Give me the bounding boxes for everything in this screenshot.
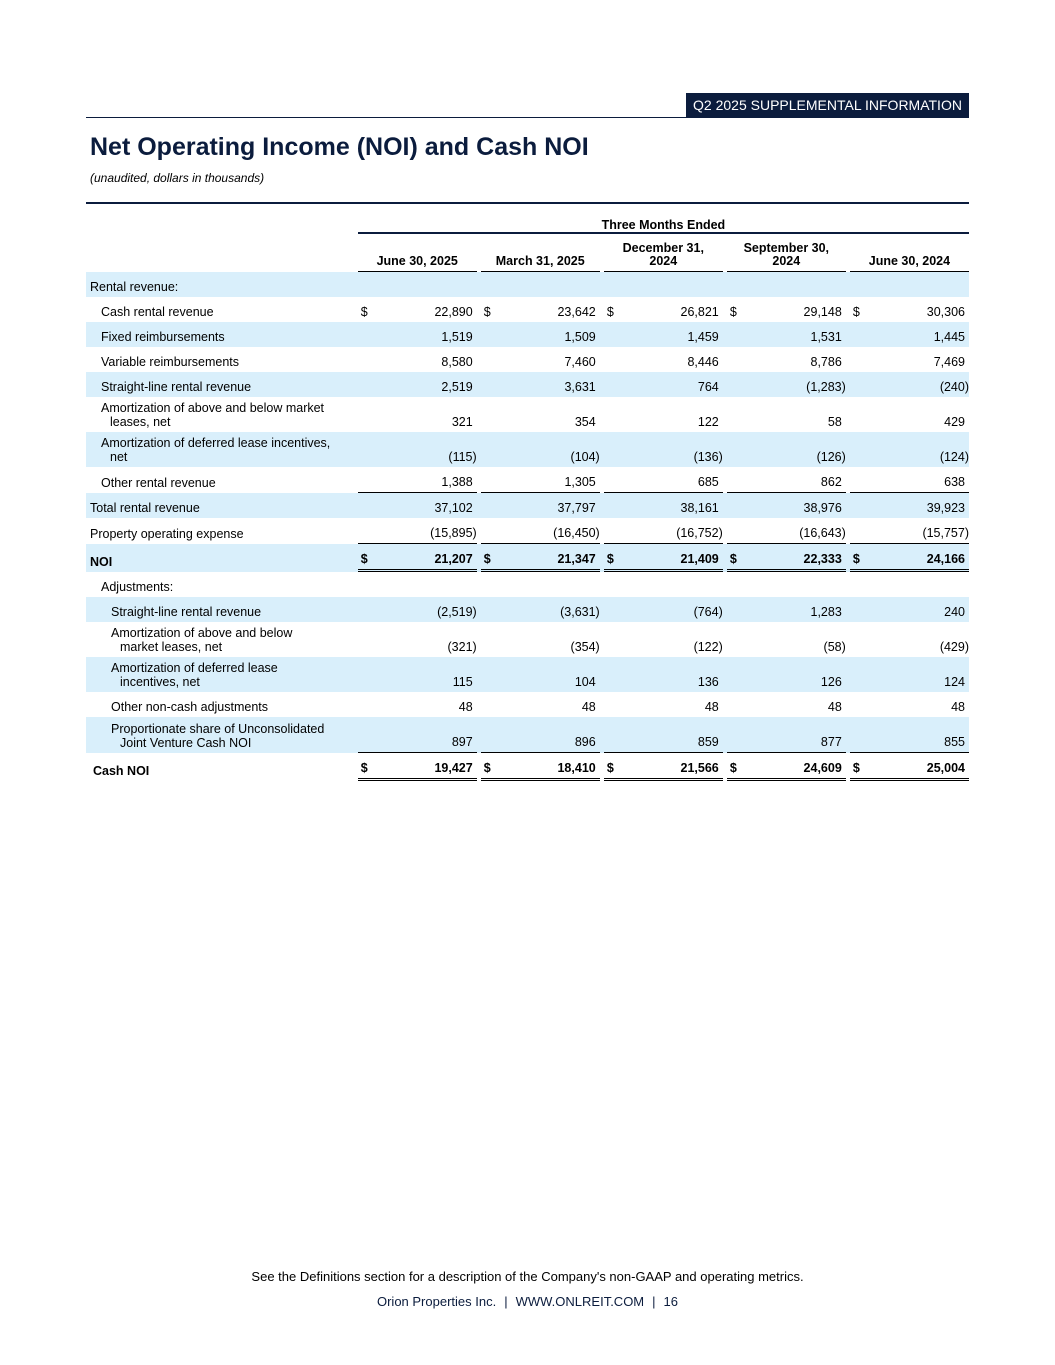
currency-symbol: $ xyxy=(360,305,368,319)
currency-symbol: $ xyxy=(850,544,864,572)
group-header: Three Months Ended xyxy=(358,212,969,234)
table-row: Amortization of above and below market leases, net (321) (354) (122) (58) (429) xyxy=(86,622,969,657)
column-header: June 30, 2025 xyxy=(358,234,477,272)
currency-symbol: $ xyxy=(729,305,737,319)
page-footer: Orion Properties Inc. | WWW.ONLREIT.COM | 16 xyxy=(376,1294,678,1309)
row-label: Amortization of deferred lease incentives, net xyxy=(86,657,358,692)
row-label: Other rental revenue xyxy=(101,476,216,490)
currency-symbol: $ xyxy=(850,753,864,781)
noi-table xyxy=(86,212,969,781)
table-row: Cash rental revenue $ 22,890 $ 23,642 $ 26,821 $ 29,148 $ 30,306 xyxy=(86,297,969,322)
table-row: Cash NOI $ 19,427 $ 18,410 $ 21,566 $ 24,609 $ 25,004 xyxy=(86,753,969,781)
table-row: Proportionate share of Unconsolidated Joint Venture Cash NOI 897 896 859 877 855 xyxy=(86,717,969,753)
column-header: June 30, 2024 xyxy=(850,234,969,272)
currency-symbol: $ xyxy=(604,753,618,781)
row-label: Amortization of above and below market leases, net xyxy=(111,626,293,654)
table-row: NOI $ 21,207 $ 21,347 $ 21,409 $ 22,333 $ 24,166 xyxy=(86,544,969,572)
currency-symbol: $ xyxy=(358,544,372,572)
table-row xyxy=(86,572,969,597)
footnote: See the Definitions section for a description of the Company's non-GAAP and operating metrics. xyxy=(251,1269,804,1284)
row-label: Cash rental revenue xyxy=(101,305,214,319)
currency-symbol: $ xyxy=(481,753,495,781)
table-row: Property operating expense (15,895) (16,450) (16,752) (16,643) (15,757) xyxy=(86,518,969,544)
table-row xyxy=(86,272,969,297)
row-label: Straight-line rental revenue xyxy=(86,372,358,397)
column-header: March 31, 2025 xyxy=(481,234,600,272)
row-label: Fixed reimbursements xyxy=(86,322,358,347)
column-header: December 31, 2024 xyxy=(604,234,723,272)
row-label: Rental revenue: xyxy=(86,272,358,297)
page-number: 16 xyxy=(663,1294,678,1309)
row-label: Amortization of above and below market leases, net xyxy=(101,401,325,429)
currency-symbol: $ xyxy=(606,305,614,319)
table-row: Variable reimbursements 8,580 7,460 8,446 8,786 7,469 xyxy=(86,347,969,372)
row-label: Other non-cash adjustments xyxy=(111,700,269,714)
table-row: Other rental revenue 1,388 1,305 685 862 638 xyxy=(86,467,969,493)
header-rule xyxy=(86,117,686,118)
table-row: Amortization of deferred lease incentives, net 115 104 136 126 124 xyxy=(86,657,969,692)
row-label: Straight-line rental revenue xyxy=(86,597,358,622)
row-label: NOI xyxy=(86,544,358,572)
row-label: Variable reimbursements xyxy=(101,355,240,369)
table-top-rule xyxy=(86,202,969,204)
currency-symbol: $ xyxy=(852,305,860,319)
table-row: Fixed reimbursements 1,519 1,509 1,459 1,531 1,445 xyxy=(86,322,969,347)
currency-symbol: $ xyxy=(727,753,741,781)
currency-symbol: $ xyxy=(358,753,372,781)
header-banner: Q2 2025 SUPPLEMENTAL INFORMATION xyxy=(686,93,969,118)
table-row: Amortization of above and below market leases, net 321 354 122 58 429 xyxy=(86,397,969,432)
currency-symbol: $ xyxy=(727,544,741,572)
row-label: Total rental revenue xyxy=(86,493,358,518)
row-label: Cash NOI xyxy=(93,764,150,778)
currency-symbol: $ xyxy=(604,544,618,572)
row-label: Proportionate share of Unconsolidated Joint Venture Cash NOI xyxy=(86,717,358,753)
page-title: Net Operating Income (NOI) and Cash NOI xyxy=(90,133,589,161)
row-label: Amortization of deferred lease incentives, net xyxy=(86,432,358,467)
column-header: September 30, 2024 xyxy=(727,234,846,272)
table-row: Straight-line rental revenue (2,519) (3,631) (764) 1,283 240 xyxy=(86,597,969,622)
website-link[interactable]: WWW.ONLREIT.COM xyxy=(515,1294,645,1309)
row-label: Adjustments: xyxy=(101,580,174,594)
table-row: Amortization of deferred lease incentives, net (115) (104) (136) (126) (124) xyxy=(86,432,969,467)
table-row: Total rental revenue 37,102 37,797 38,161 38,976 39,923 xyxy=(86,493,969,518)
currency-symbol: $ xyxy=(481,544,495,572)
table-row: Other non-cash adjustments 48 48 48 48 48 xyxy=(86,692,969,717)
page-subtitle: (unaudited, dollars in thousands) xyxy=(90,171,265,185)
table-row: Straight-line rental revenue 2,519 3,631 764 (1,283) (240) xyxy=(86,372,969,397)
row-label: Property operating expense xyxy=(90,527,244,541)
company-name: Orion Properties Inc. xyxy=(376,1294,497,1309)
currency-symbol: $ xyxy=(483,305,491,319)
